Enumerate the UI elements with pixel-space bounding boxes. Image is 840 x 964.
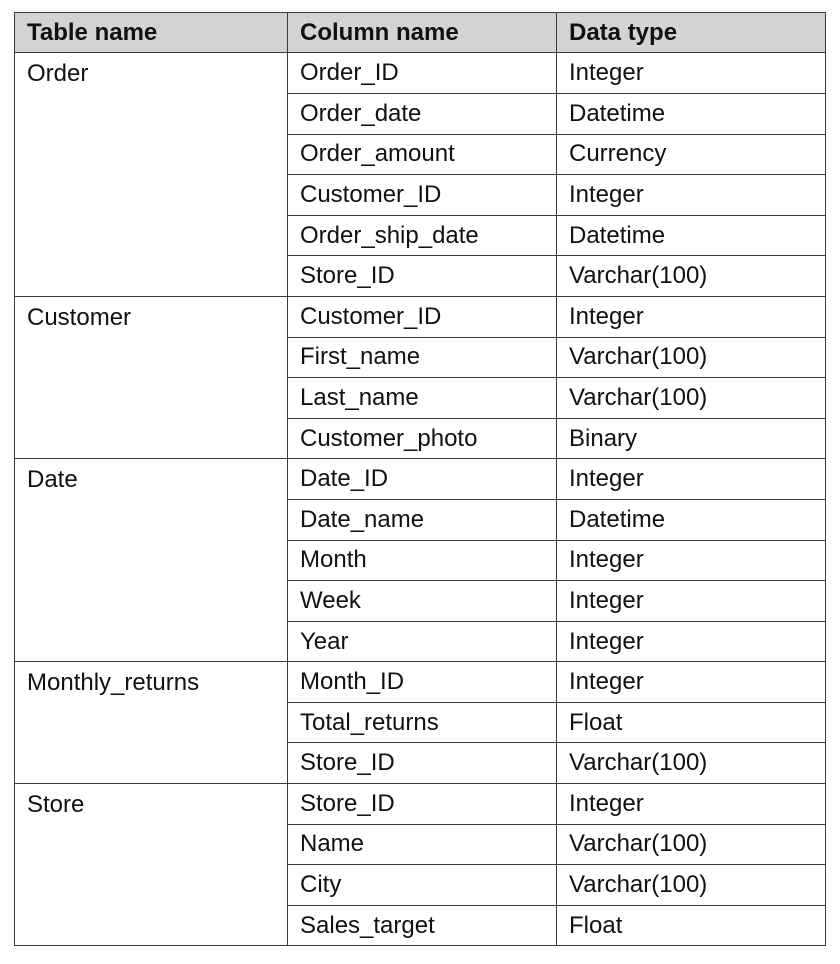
column-name-cell: Store_ID [288,256,557,297]
data-type-cell: Integer [557,53,826,94]
data-type-cell: Integer [557,459,826,500]
column-name-cell: Order_ship_date [288,215,557,256]
column-name-cell: Date_name [288,499,557,540]
data-type-cell: Varchar(100) [557,743,826,784]
data-type-cell: Currency [557,134,826,175]
column-name-cell: Customer_ID [288,175,557,216]
column-name-cell: Week [288,581,557,622]
column-name-cell: Customer_photo [288,418,557,459]
data-type-cell: Integer [557,175,826,216]
data-type-cell: Integer [557,784,826,825]
column-name-cell: First_name [288,337,557,378]
data-type-cell: Datetime [557,93,826,134]
column-name-cell: Date_ID [288,459,557,500]
table-name-cell: Monthly_returns [15,662,288,784]
column-name-cell: Month [288,540,557,581]
table-body [15,53,826,946]
column-name-cell: Customer_ID [288,296,557,337]
column-name-cell: Month_ID [288,662,557,703]
header-row [15,13,826,53]
header-table-name: Table name [15,13,288,53]
column-name-cell: Name [288,824,557,865]
data-type-cell: Integer [557,621,826,662]
table-name-cell: Date [15,459,288,662]
table-name-cell: Customer [15,296,288,458]
data-type-cell: Float [557,905,826,946]
data-type-cell: Varchar(100) [557,824,826,865]
table-row [15,784,826,825]
data-type-cell: Varchar(100) [557,256,826,297]
data-type-cell: Binary [557,418,826,459]
table-header [15,13,826,53]
table-row [15,53,826,94]
data-type-cell: Integer [557,540,826,581]
data-type-cell: Integer [557,662,826,703]
data-type-cell: Integer [557,581,826,622]
table-row [15,662,826,703]
column-name-cell: Order_date [288,93,557,134]
column-name-cell: City [288,865,557,906]
data-type-cell: Integer [557,296,826,337]
header-column-name: Column name [288,13,557,53]
column-name-cell: Order_ID [288,53,557,94]
data-type-cell: Varchar(100) [557,378,826,419]
column-name-cell: Sales_target [288,905,557,946]
data-type-cell: Float [557,702,826,743]
data-type-cell: Datetime [557,499,826,540]
column-name-cell: Store_ID [288,743,557,784]
table-row [15,296,826,337]
data-type-cell: Varchar(100) [557,337,826,378]
table-name-cell: Store [15,784,288,946]
column-name-cell: Last_name [288,378,557,419]
table-name-cell: Order [15,53,288,297]
header-data-type: Data type [557,13,826,53]
data-type-cell: Datetime [557,215,826,256]
column-name-cell: Order_amount [288,134,557,175]
schema-table [14,12,826,946]
column-name-cell: Total_returns [288,702,557,743]
data-type-cell: Varchar(100) [557,865,826,906]
column-name-cell: Year [288,621,557,662]
table-row [15,459,826,500]
column-name-cell: Store_ID [288,784,557,825]
